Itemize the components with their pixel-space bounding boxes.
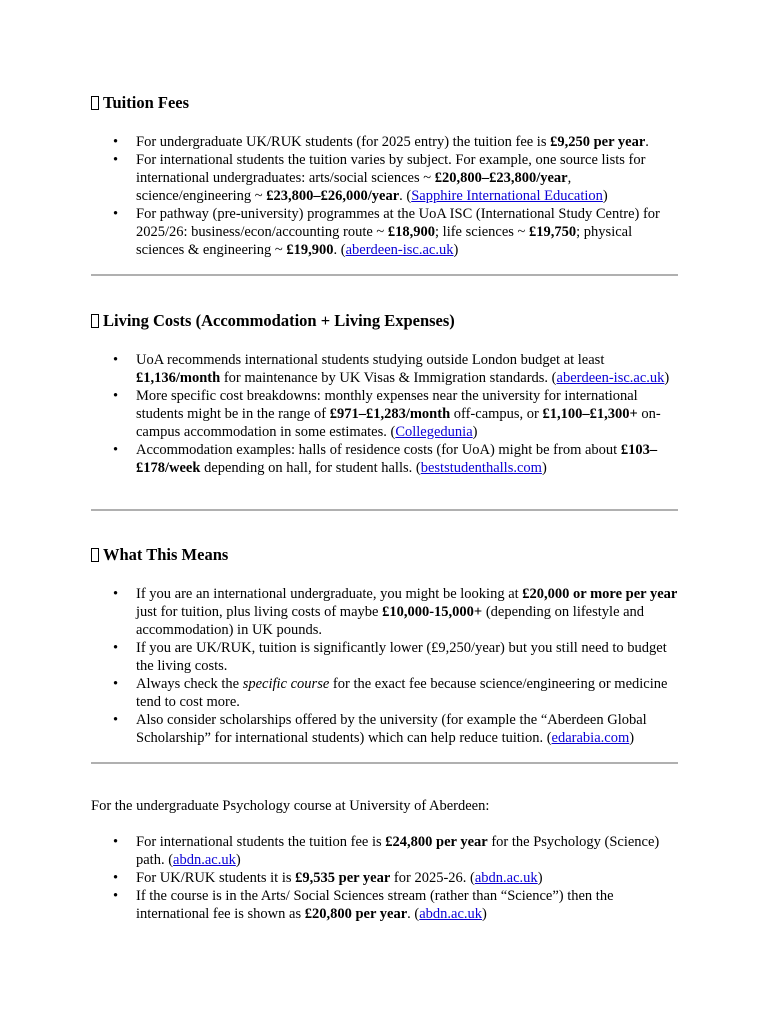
text-run: If the course is in the Arts/ Social Sciences stream (rather than “Science”) then the international fee is shown as: [136, 888, 614, 922]
list-item: [91, 133, 678, 151]
text-run: ): [482, 906, 487, 922]
text-run: UoA recommends international students studying outside London budget at least: [136, 352, 605, 368]
text-run: ): [235, 852, 241, 868]
list-item: [91, 639, 678, 675]
bold-text: £103–£178/week: [136, 442, 658, 476]
text-run: .: [645, 134, 649, 150]
bold-text: £19,750: [529, 224, 577, 240]
section-living-costs: [91, 311, 678, 477]
section-tuition-fees: [91, 93, 678, 259]
source-link[interactable]: abdn.ac.uk: [474, 870, 538, 886]
text-run: . (: [407, 906, 420, 922]
text-run: ; life sciences ~: [435, 224, 530, 240]
source-link[interactable]: aberdeen-isc.ac.uk: [556, 370, 665, 386]
text-run: for maintenance by UK Visas & Immigration standards. (: [220, 370, 557, 386]
bullet-list: [91, 351, 678, 477]
text-run: For pathway (pre-university) programmes at the UoA ISC (International Study Centre) for 2025/26: business/econ/accounting route ~: [136, 206, 660, 240]
missing-glyph-icon: [91, 96, 99, 110]
section-psychology: [91, 797, 678, 923]
bold-text: £24,800 per year: [385, 834, 488, 850]
text-run: depending on hall, for student halls. (: [200, 460, 421, 476]
text-run: For undergraduate UK/RUK students (for 2025 entry) the tuition fee is: [136, 134, 551, 150]
bullet-list: [91, 133, 678, 259]
text-run: ): [472, 424, 478, 440]
bold-text: £9,535 per year: [295, 870, 391, 886]
bold-text: £1,100–£1,300+: [542, 406, 638, 422]
text-run: If you are UK/RUK, tuition is significantly lower (£9,250/year) but you still need to budget the living costs.: [136, 640, 667, 674]
text-run: for 2025-26. (: [390, 870, 475, 886]
source-link[interactable]: aberdeen-isc.ac.uk: [345, 242, 454, 258]
text-run: Always check the: [136, 676, 243, 692]
text-run: Accommodation examples: halls of residence costs (for UoA) might be from about: [136, 442, 621, 458]
text-run: Also consider scholarships offered by the university (for example the “Aberdeen Global Scholarship” for international students) which can help reduce tuition. (: [136, 712, 647, 746]
text-run: (depending on lifestyle and accommodation) in UK pounds.: [136, 604, 645, 638]
bullet-list: [91, 833, 678, 923]
bold-text: £18,900: [387, 224, 436, 240]
bold-text: £20,000 or more per year: [522, 586, 678, 602]
list-item: [91, 711, 678, 747]
psychology-intro: For the undergraduate Psychology course at University of Aberdeen:: [91, 798, 490, 814]
text-run: just for tuition, plus living costs of maybe: [136, 604, 383, 620]
bold-text: £19,900: [286, 242, 334, 258]
list-item: [91, 387, 678, 441]
text-run: ): [541, 460, 547, 476]
source-link[interactable]: beststudenthalls.com: [420, 460, 542, 476]
source-link[interactable]: Sapphire International Education: [411, 188, 603, 204]
divider: [91, 274, 678, 276]
text-run: For international students the tuition fee is: [136, 834, 386, 850]
missing-glyph-icon: [91, 314, 99, 328]
bold-text: £23,800–£26,000/year: [266, 188, 400, 204]
list-item: [91, 833, 678, 869]
list-item: [91, 585, 678, 639]
list-item: [91, 205, 678, 259]
divider: [91, 509, 678, 511]
text-run: , science/engineering ~: [136, 170, 572, 204]
bold-text: £20,800 per year: [304, 906, 408, 922]
text-run: ): [537, 870, 543, 886]
text-run: For international students the tuition varies by subject. For example, one source lists for international undergraduates: arts/social sciences ~: [136, 152, 646, 186]
section-what-this-means: [91, 545, 678, 747]
bold-text: £971–£1,283/month: [329, 406, 451, 422]
text-run: off-campus, or: [450, 406, 543, 422]
source-link[interactable]: edarabia.com: [551, 730, 630, 746]
list-item: [91, 351, 678, 387]
source-link[interactable]: abdn.ac.uk: [173, 852, 236, 868]
section-heading: Living Costs (Accommodation + Living Expenses): [91, 311, 678, 331]
text-run: ): [602, 188, 608, 204]
text-run: If you are an international undergraduate, you might be looking at: [136, 586, 523, 602]
divider: [91, 762, 678, 764]
list-item: [91, 869, 678, 887]
source-link[interactable]: Collegedunia: [395, 424, 473, 440]
missing-glyph-icon: [91, 548, 99, 562]
bullet-list: [91, 585, 678, 747]
italic-text: specific course: [242, 676, 330, 692]
source-link[interactable]: abdn.ac.uk: [419, 906, 483, 922]
bold-text: £20,800–£23,800/year: [434, 170, 568, 186]
text-run: ): [664, 370, 670, 386]
text-run: for the Psychology (Science) path. (: [136, 834, 660, 868]
bold-text: £10,000-15,000+: [382, 604, 483, 620]
list-item: [91, 887, 678, 923]
section-heading: What This Means: [91, 545, 678, 565]
text-run: . (: [333, 242, 346, 258]
text-run: ): [629, 730, 635, 746]
section-heading: Tuition Fees: [91, 93, 678, 113]
text-run: ): [453, 242, 459, 258]
bold-text: £1,136/month: [136, 370, 221, 386]
text-run: . (: [399, 188, 412, 204]
list-item: [91, 441, 678, 477]
text-run: for the exact fee because science/engineering or medicine tend to cost more.: [136, 676, 668, 710]
bold-text: £9,250 per year: [550, 134, 646, 150]
text-run: For UK/RUK students it is: [136, 870, 296, 886]
list-item: [91, 675, 678, 711]
text-run: ; physical sciences & engineering ~: [136, 224, 633, 258]
text-run: More specific cost breakdowns: monthly expenses near the university for international students might be in the range of: [136, 388, 638, 422]
text-run: on-campus accommodation in some estimates. (: [136, 406, 661, 440]
list-item: [91, 151, 678, 205]
